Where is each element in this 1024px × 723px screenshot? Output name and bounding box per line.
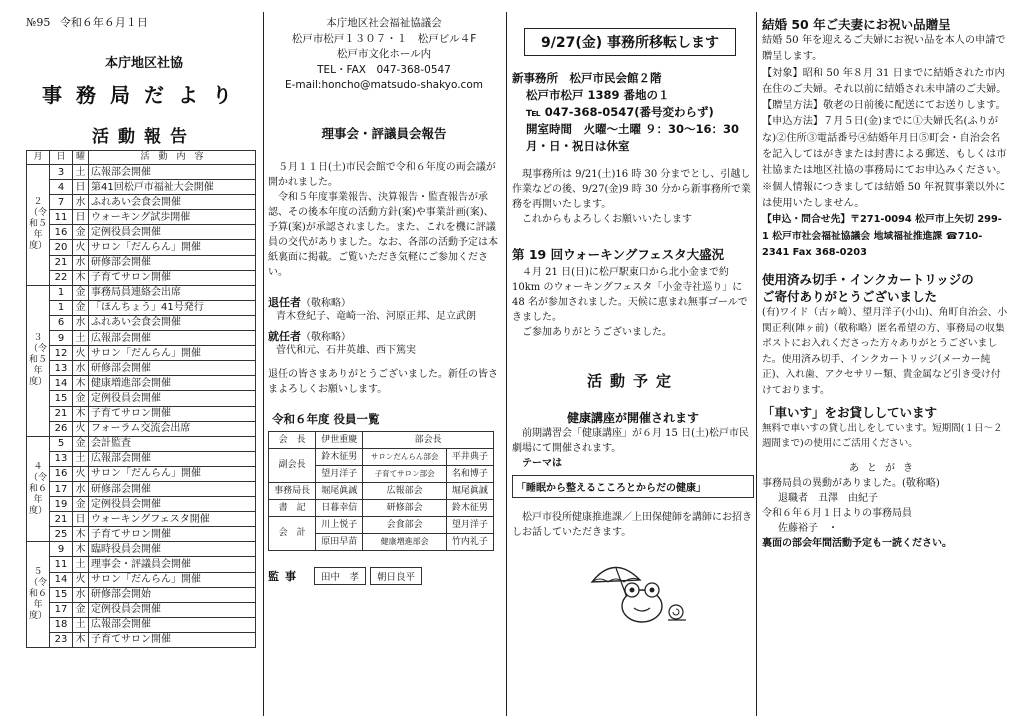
office-move-closing: これからもよろしくお願いいたします bbox=[522, 214, 692, 225]
activity-cell: 定例役員会開催 bbox=[89, 391, 256, 406]
dept-head: 鈴木征男 bbox=[446, 499, 493, 516]
new-office-closed: 月・日・祝日は休室 bbox=[526, 139, 630, 153]
weekday-cell: 水 bbox=[73, 481, 89, 496]
table-row bbox=[27, 466, 256, 481]
dept-name: 健康増進部会 bbox=[363, 533, 446, 550]
table-row bbox=[27, 346, 256, 361]
day-cell: 11 bbox=[50, 210, 73, 225]
office-move-body: 現事務所は 9/21(土)16 時 30 分までとし、引越し作業などの後、9/27(金)9 時 30 分から新事務所で業務を再開いたします。 bbox=[512, 169, 751, 210]
weekday-cell: 木 bbox=[73, 527, 89, 542]
secretary-name: 日暮幸信 bbox=[316, 499, 363, 516]
publisher-email: E-mail:honcho@matsudo-shakyo.com bbox=[284, 79, 483, 91]
secretary-label: 書 記 bbox=[269, 499, 316, 516]
day-cell: 13 bbox=[50, 451, 73, 466]
dept-name: 会食部会 bbox=[363, 516, 446, 533]
new-office-hours: 開室時間 火曜～土曜 ９：30～16：30 bbox=[526, 122, 740, 136]
day-cell: 7 bbox=[50, 195, 73, 210]
weekday-cell: 土 bbox=[73, 451, 89, 466]
health-lecture-body: 前期講習会「健康講座」が６月 15 日(土)松戸市民劇場にて開催されます。 bbox=[512, 428, 749, 454]
activity-report-title: 活動報告 bbox=[92, 127, 196, 147]
plans-title: 活動予定 bbox=[586, 372, 679, 390]
afterword-line: 令和６年６月１日よりの事務局員 bbox=[762, 508, 912, 520]
table-row bbox=[27, 497, 256, 512]
issue-line bbox=[26, 16, 262, 32]
auditor-name: 朝日良平 bbox=[370, 567, 422, 585]
table-row bbox=[27, 376, 256, 391]
activity-cell: 研修部会開催 bbox=[89, 255, 256, 270]
activity-cell: 子育てサロン開催 bbox=[89, 527, 256, 542]
weekday-cell: 金 bbox=[73, 225, 89, 240]
health-lecturer: 松戸市役所健康推進課／上田保健師を講師にお招きしお話していただきます。 bbox=[512, 512, 752, 538]
column-divider bbox=[263, 12, 264, 716]
anniversary-body: 結婚 50 年を迎えるご夫婦にお祝い品を本人の申請で贈呈します。 bbox=[762, 35, 1006, 63]
weekday-cell: 火 bbox=[73, 572, 89, 587]
frog-umbrella-illustration bbox=[582, 554, 692, 626]
table-row bbox=[27, 602, 256, 617]
office-move-title: 9/27(金) 事務所移転します bbox=[524, 28, 736, 56]
board-body-2: 令和５年度事業報告、決算報告・監査報告が承認、その後本年度の活動方針(案)や事業計画(案)、予算(案)が承認されました。また、これを機に評議員の交代がありました。なお、各部の活動予定は本紙裏面に掲載。ご覧いただき気軽にご参加ください。 bbox=[268, 191, 498, 278]
activity-cell: 広報部会開催 bbox=[89, 617, 256, 632]
walking-fest-title: 第 19 回ウォーキングフェスタ大盛況 bbox=[512, 247, 725, 262]
office-move-column bbox=[512, 16, 754, 716]
day-cell: 15 bbox=[50, 587, 73, 602]
table-row bbox=[27, 451, 256, 466]
health-lecture-theme: 「睡眠から整えるこころとからだの健康」 bbox=[512, 475, 754, 498]
dept-head-label: 部会長 bbox=[363, 431, 494, 448]
day-cell: 9 bbox=[50, 331, 73, 346]
activity-cell: サロン「だんらん」開催 bbox=[89, 240, 256, 255]
retired-heading: 退任者（敬称略） bbox=[268, 295, 351, 309]
newsletter-title: 事務局だより bbox=[42, 83, 246, 107]
col-header-content: 活 動 内 容 bbox=[89, 151, 256, 165]
column-divider bbox=[756, 12, 757, 716]
activity-cell: 「ほんちょう」41号発行 bbox=[89, 300, 256, 315]
weekday-cell: 木 bbox=[73, 270, 89, 285]
vice-name: 望月洋子 bbox=[316, 465, 363, 482]
weekday-cell: 木 bbox=[73, 406, 89, 421]
vice-name: 鈴木征男 bbox=[316, 448, 363, 465]
weekday-cell: 土 bbox=[73, 557, 89, 572]
walking-fest-thanks: ご参加ありがとうございました。 bbox=[522, 327, 672, 338]
afterword-line: 退職者 丑澤 由紀子 bbox=[778, 493, 878, 505]
table-row bbox=[27, 587, 256, 602]
chair-name: 伊世重慶 bbox=[316, 431, 363, 448]
board-closing: 退任の皆さまありがとうございました。新任の皆さまよろしくお願いします。 bbox=[268, 368, 498, 395]
weekday-cell: 火 bbox=[73, 240, 89, 255]
new-names: 菅代和元、石井英雄、西下篤実 bbox=[276, 345, 416, 356]
activity-cell: 研修部会開始 bbox=[89, 587, 256, 602]
table-row bbox=[27, 300, 256, 315]
board-body-1: ５月１１日(土)市民会館で令和６年度の両会議が開かれました。 bbox=[268, 161, 496, 188]
publisher-address: 松戸市松戸１３０７・１ 松戸ビル４F bbox=[291, 32, 477, 45]
weekday-cell: 日 bbox=[73, 180, 89, 195]
weekday-cell: 水 bbox=[73, 315, 89, 330]
activity-table bbox=[26, 150, 256, 648]
health-lecture-title: 健康講座が開催されます bbox=[566, 411, 699, 425]
weekday-cell: 火 bbox=[73, 421, 89, 436]
new-office-tel: ℡ 047-368-0547(番号変わらず) bbox=[526, 105, 714, 119]
weekday-cell: 土 bbox=[73, 331, 89, 346]
chair-label: 会 長 bbox=[269, 431, 316, 448]
activity-cell: 広報部会開催 bbox=[89, 451, 256, 466]
day-cell: 14 bbox=[50, 376, 73, 391]
officers-title: 令和６年度 役員一覧 bbox=[272, 411, 380, 426]
activity-cell: 子育てサロン開催 bbox=[89, 270, 256, 285]
day-cell: 18 bbox=[50, 617, 73, 632]
activity-cell: 定例役員会開催 bbox=[89, 602, 256, 617]
weekday-cell: 日 bbox=[73, 512, 89, 527]
board-column bbox=[268, 16, 500, 716]
day-cell: 3 bbox=[50, 165, 73, 180]
day-cell: 21 bbox=[50, 512, 73, 527]
weekday-cell: 水 bbox=[73, 361, 89, 376]
day-cell: 11 bbox=[50, 557, 73, 572]
donation-title: 使用済み切手・インクカートリッジの bbox=[762, 272, 974, 288]
table-row bbox=[27, 481, 256, 496]
activity-cell: 定例役員会開催 bbox=[89, 497, 256, 512]
table-row bbox=[27, 436, 256, 451]
day-cell: 1 bbox=[50, 285, 73, 300]
secgen-label: 事務局長 bbox=[269, 482, 316, 499]
table-row bbox=[27, 331, 256, 346]
table-row bbox=[27, 285, 256, 300]
officers-table bbox=[268, 431, 494, 551]
month-cell: ２（令和５年度） bbox=[27, 165, 50, 286]
activity-cell: サロン「だんらん」開催 bbox=[89, 572, 256, 587]
treasurer-name: 原田早苗 bbox=[316, 533, 363, 550]
table-row bbox=[27, 572, 256, 587]
day-cell: 16 bbox=[50, 466, 73, 481]
activity-cell: 健康増進部会開催 bbox=[89, 376, 256, 391]
table-row bbox=[27, 361, 256, 376]
weekday-cell: 日 bbox=[73, 210, 89, 225]
day-cell: 26 bbox=[50, 421, 73, 436]
afterword-line: 事務局員の異動がありました。(敬称略) bbox=[762, 478, 940, 490]
day-cell: 15 bbox=[50, 391, 73, 406]
activity-cell: 臨時役員会開催 bbox=[89, 542, 256, 557]
table-row bbox=[27, 270, 256, 285]
activity-report-column bbox=[26, 16, 262, 716]
day-cell: 17 bbox=[50, 481, 73, 496]
day-cell: 20 bbox=[50, 240, 73, 255]
activity-cell: 定例役員会開催 bbox=[89, 225, 256, 240]
table-row bbox=[27, 557, 256, 572]
table-row bbox=[27, 180, 256, 195]
publisher-building: 松戸市文化ホール内 bbox=[336, 48, 432, 60]
weekday-cell: 火 bbox=[73, 346, 89, 361]
weekday-cell: 金 bbox=[73, 300, 89, 315]
weekday-cell: 土 bbox=[73, 617, 89, 632]
new-office-address: 松戸市松戸 1389 番地の１ bbox=[526, 88, 670, 102]
table-row bbox=[27, 225, 256, 240]
day-cell: 23 bbox=[50, 632, 73, 647]
table-row bbox=[27, 315, 256, 330]
weekday-cell: 金 bbox=[73, 602, 89, 617]
anniversary-title: 結婚 50 年ご夫妻にお祝い品贈呈 bbox=[762, 17, 951, 32]
publisher-block bbox=[268, 16, 500, 94]
weekday-cell: 木 bbox=[73, 376, 89, 391]
activity-cell: ふれあい会食会開催 bbox=[89, 315, 256, 330]
month-cell: ３（令和５年度） bbox=[27, 285, 50, 436]
secgen-name: 堀尾眞誠 bbox=[316, 482, 363, 499]
weekday-cell: 金 bbox=[73, 285, 89, 300]
month-cell: ４（令和６年度） bbox=[27, 436, 50, 542]
table-row bbox=[27, 255, 256, 270]
day-cell: 13 bbox=[50, 361, 73, 376]
table-row bbox=[27, 406, 256, 421]
table-row bbox=[27, 391, 256, 406]
day-cell: 17 bbox=[50, 602, 73, 617]
afterword bbox=[762, 461, 1008, 551]
issue-date: 令和６年６月１日 bbox=[59, 16, 148, 29]
weekday-cell: 水 bbox=[73, 587, 89, 602]
day-cell: 9 bbox=[50, 542, 73, 557]
activity-cell: サロン「だんらん」開催 bbox=[89, 346, 256, 361]
day-cell: 19 bbox=[50, 497, 73, 512]
weekday-cell: 火 bbox=[73, 466, 89, 481]
publisher-tel: TEL・FAX 047-368-0547 bbox=[317, 63, 451, 76]
weekday-cell: 水 bbox=[73, 255, 89, 270]
day-cell: 21 bbox=[50, 255, 73, 270]
activity-cell: ふれあい会食会開催 bbox=[89, 195, 256, 210]
activity-cell: 広報部会開催 bbox=[89, 331, 256, 346]
activity-cell: 子育てサロン開催 bbox=[89, 632, 256, 647]
auditors-row bbox=[268, 567, 500, 585]
new-heading: 就任者（敬称略） bbox=[268, 330, 351, 343]
afterword-line: 佐藤裕子 ・ bbox=[778, 523, 838, 535]
treasurer-label: 会 計 bbox=[269, 516, 316, 550]
afterword-line: 裏面の部会年間活動予定も一読ください。 bbox=[762, 538, 952, 550]
table-row bbox=[27, 195, 256, 210]
table-row bbox=[27, 512, 256, 527]
col-header-weekday: 曜 bbox=[73, 151, 89, 165]
dept-head: 名和博子 bbox=[446, 465, 493, 482]
table-row bbox=[27, 542, 256, 557]
table-row bbox=[27, 240, 256, 255]
day-cell: 12 bbox=[50, 346, 73, 361]
day-cell: 14 bbox=[50, 572, 73, 587]
theme-label: テーマは bbox=[522, 458, 562, 469]
dept-name: 研修部会 bbox=[363, 499, 446, 516]
weekday-cell: 金 bbox=[73, 497, 89, 512]
weekday-cell: 金 bbox=[73, 436, 89, 451]
afterword-title: あとがき bbox=[849, 463, 921, 475]
donation-body: (有)ワイド（古ヶ崎）、望月洋子(小山)、角町自治会、小関正利(陣ヶ前)（敬称略）匿名希望の方、事務局の収集ポストにお入れくださった方々ありがとうございました。使用済み切手、インクカートリッジ(メーカー純正)、入れ歯、アクセサリー類、貴金属など引き受け付けております。 bbox=[762, 307, 1008, 396]
new-office-details bbox=[512, 70, 754, 155]
day-cell: 5 bbox=[50, 436, 73, 451]
auditors-label: 監事 bbox=[268, 569, 302, 583]
day-cell: 1 bbox=[50, 300, 73, 315]
wheelchair-body: 無料で車いすの貸し出しをしています。短期間(１日～２週間まで)の使用にご活用ください。 bbox=[762, 423, 1003, 450]
table-row bbox=[27, 421, 256, 436]
anniversary-details: 【対象】昭和 50 年８月 31 日までに結婚された市内在住のご夫婦。それ以前に結婚され未申請のご夫婦。【贈呈方法】敬老の日前後に配送にてお送りします。【申込方法】７月５日(金)までに①夫婦氏名(ふりがな)②住所③電話番号④結婚年月日⑤町会・自治会名を記入してはがきまたは封書による郵送、もしくは市社協または地区社協の事務局にてお申込みください。 bbox=[762, 67, 1007, 177]
activity-cell: サロン「だんらん」開催 bbox=[89, 466, 256, 481]
activity-cell: 会計監査 bbox=[89, 436, 256, 451]
wheelchair-title: 「車いす」をお貸ししています bbox=[762, 405, 938, 421]
activity-cell: ウォーキング試歩開催 bbox=[89, 210, 256, 225]
notices-column bbox=[762, 16, 1008, 716]
org-name: 本庁地区社協 bbox=[104, 56, 183, 71]
new-office-name: 新事務所 松戸市民会館２階 bbox=[512, 71, 662, 85]
dept-name: サロンだんらん部会 bbox=[363, 448, 446, 465]
auditor-name: 田中 孝 bbox=[314, 567, 366, 585]
activity-cell: 子育てサロン開催 bbox=[89, 406, 256, 421]
table-row bbox=[27, 617, 256, 632]
retired-names: 青木登紀子、竜崎一治、河原正邦、足立武朗 bbox=[276, 310, 476, 322]
dept-head: 竹内礼子 bbox=[446, 533, 493, 550]
col-header-day: 日 bbox=[50, 151, 73, 165]
vice-label: 副会長 bbox=[269, 448, 316, 482]
weekday-cell: 木 bbox=[73, 542, 89, 557]
anniversary-contact: 【申込・問合せ先】〒271-0094 松戸市上矢切 299-1 松戸市社会福祉協議会 地域福祉推進課 ☎710-2341 Fax 368-0203 bbox=[762, 214, 1002, 258]
month-cell: ５（令和６年度） bbox=[27, 542, 50, 648]
table-row bbox=[27, 165, 256, 180]
day-cell: 21 bbox=[50, 406, 73, 421]
day-cell: 4 bbox=[50, 180, 73, 195]
issue-number: №95 bbox=[26, 16, 51, 29]
treasurer-name: 川上悦子 bbox=[316, 516, 363, 533]
weekday-cell: 水 bbox=[73, 195, 89, 210]
activity-cell: 第41回松戸市福祉大会開催 bbox=[89, 180, 256, 195]
publisher-name: 本庁地区社会福祉協議会 bbox=[326, 17, 442, 29]
column-divider bbox=[506, 12, 507, 716]
day-cell: 6 bbox=[50, 315, 73, 330]
weekday-cell: 木 bbox=[73, 632, 89, 647]
donation-title-2: ご寄付ありがとうございました bbox=[762, 289, 938, 305]
day-cell: 25 bbox=[50, 527, 73, 542]
weekday-cell: 金 bbox=[73, 391, 89, 406]
day-cell: 22 bbox=[50, 270, 73, 285]
table-row bbox=[27, 527, 256, 542]
activity-cell: フォーラム交流会出席 bbox=[89, 421, 256, 436]
board-report-title: 理事会・評議員会報告 bbox=[321, 125, 447, 141]
activity-cell: 事務局員連絡会出席 bbox=[89, 285, 256, 300]
table-row bbox=[27, 210, 256, 225]
dept-head: 堀尾眞誠 bbox=[446, 482, 493, 499]
walking-fest-body: ４月 21 日(日)に松戸駅東口から北小金まで約 10km のウォーキングフェスタ「小金寺社巡り」に 48 名が参加されました。天候に恵まれ無事ゴールできました。 bbox=[512, 267, 748, 323]
dept-name: 子育てサロン部会 bbox=[363, 465, 446, 482]
table-row bbox=[27, 632, 256, 647]
activity-cell: 広報部会開催 bbox=[89, 165, 256, 180]
activity-cell: 研修部会開催 bbox=[89, 481, 256, 496]
dept-head: 平井典子 bbox=[446, 448, 493, 465]
activity-cell: 理事会・評議員会開催 bbox=[89, 557, 256, 572]
day-cell: 16 bbox=[50, 225, 73, 240]
weekday-cell: 土 bbox=[73, 165, 89, 180]
dept-head: 望月洋子 bbox=[446, 516, 493, 533]
privacy-note: ※個人情報につきましては結婚 50 年祝賀事業以外には使用いたしません。 bbox=[762, 181, 1006, 209]
activity-cell: ウォーキングフェスタ開催 bbox=[89, 512, 256, 527]
dept-name: 広報部会 bbox=[363, 482, 446, 499]
activity-cell: 研修部会開催 bbox=[89, 361, 256, 376]
col-header-month: 月 bbox=[27, 151, 50, 165]
